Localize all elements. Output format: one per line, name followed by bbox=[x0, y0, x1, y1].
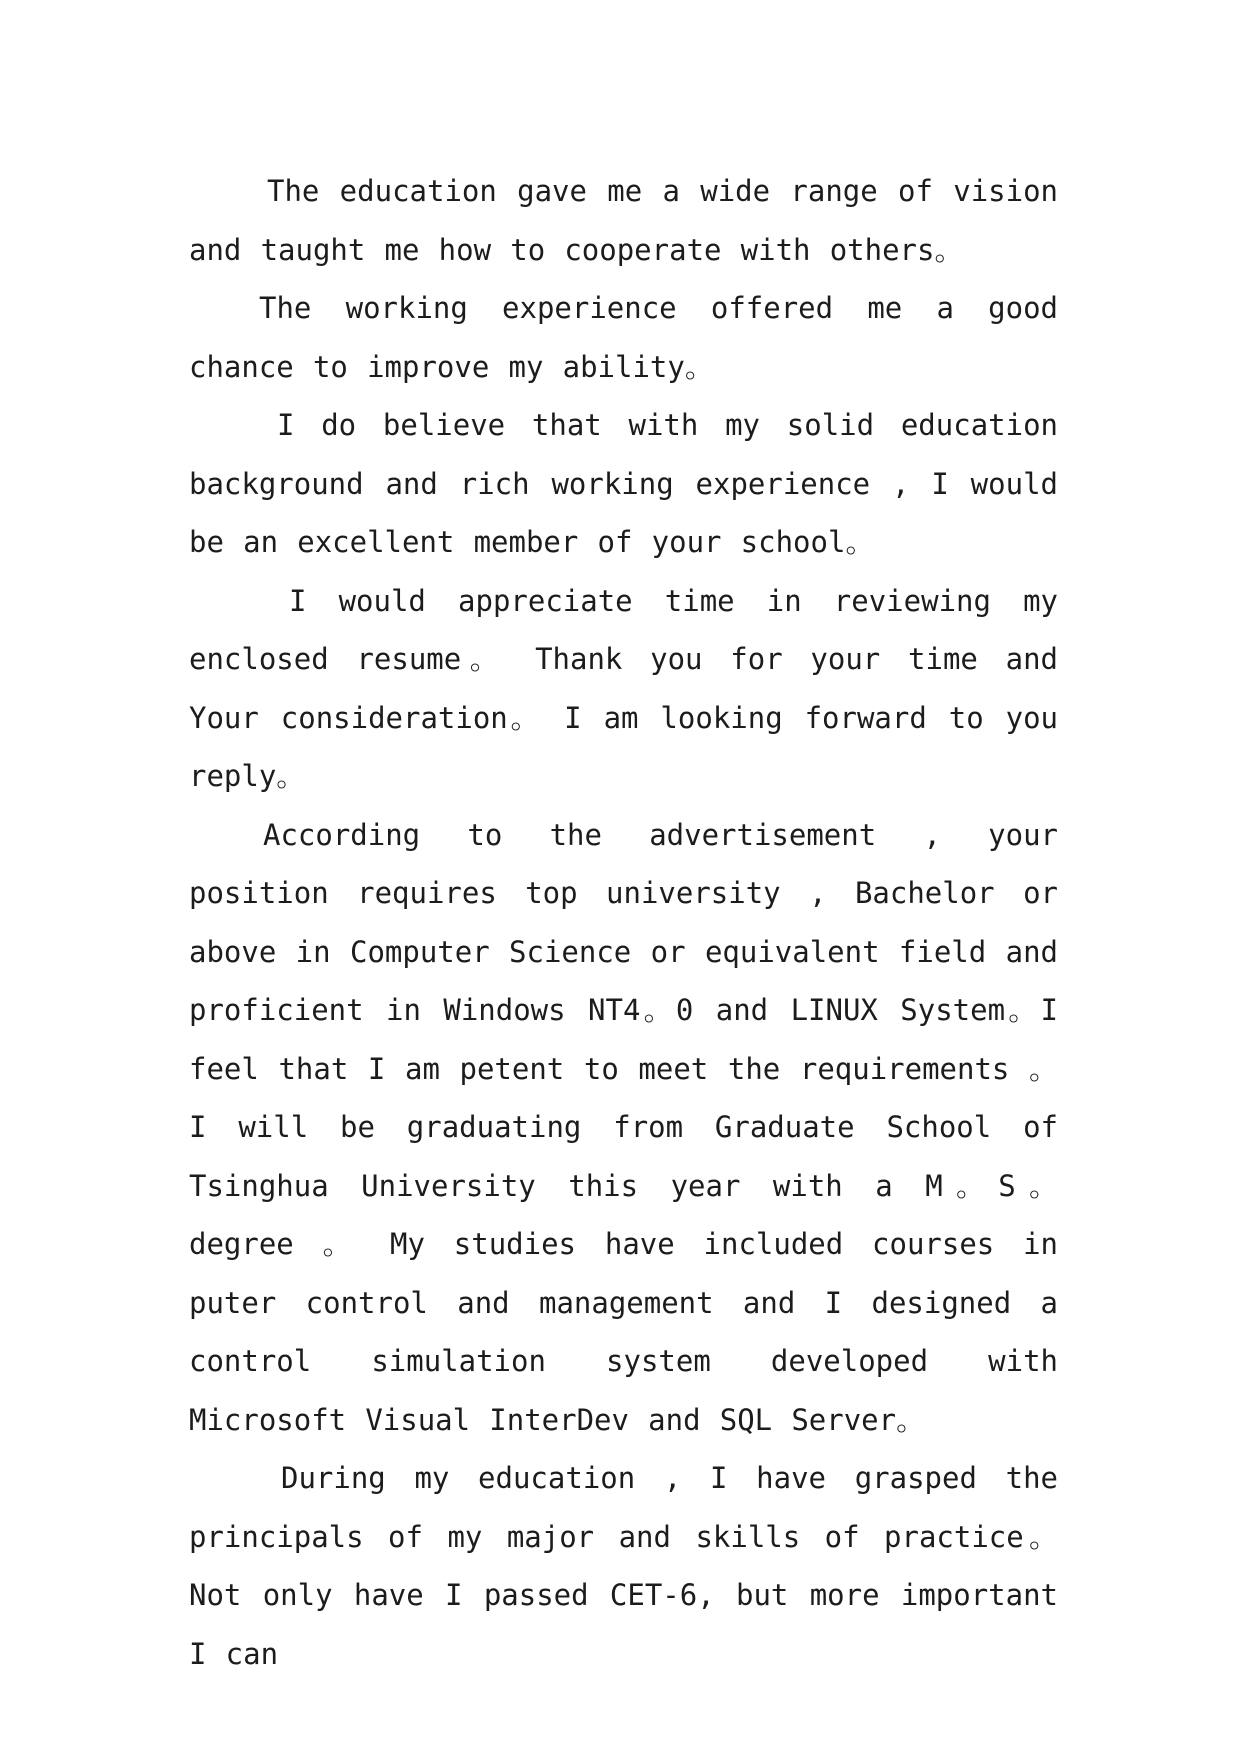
paragraph-education: The education gave me a wide range of vision and taught me how to cooperate with others。 bbox=[189, 174, 1058, 267]
paragraph-advertisement: According to the advertisement , your position requires top university , Bachelor or above in Computer Science or equivalent field and proficient in Windows NT4。0 and LINUX System。I feel that I am petent to meet the requirements 。 I will be graduating from Graduate School of Tsinghua University this year with a M。S。 degree 。 My studies have included courses in puter control and management and I designed a control simulation system developed with Microsoft Visual InterDev and SQL Server。 bbox=[189, 817, 1058, 1437]
paragraph-appreciation: I would appreciate time in reviewing my enclosed resume。 Thank you for your time and Your consideration。 I am looking forward to you reply。 bbox=[189, 583, 1058, 793]
document-body bbox=[189, 162, 1058, 1683]
paragraph-belief: I do believe that with my solid education background and rich working experience , I would be an excellent member of your school。 bbox=[189, 408, 1058, 559]
paragraph-during-education: During my education , I have grasped the principals of my major and skills of practice。 Not only have I passed CET-6, but more important I can bbox=[189, 1461, 1058, 1671]
paragraph-working-experience: The working experience offered me a good chance to improve my ability。 bbox=[189, 291, 1058, 384]
